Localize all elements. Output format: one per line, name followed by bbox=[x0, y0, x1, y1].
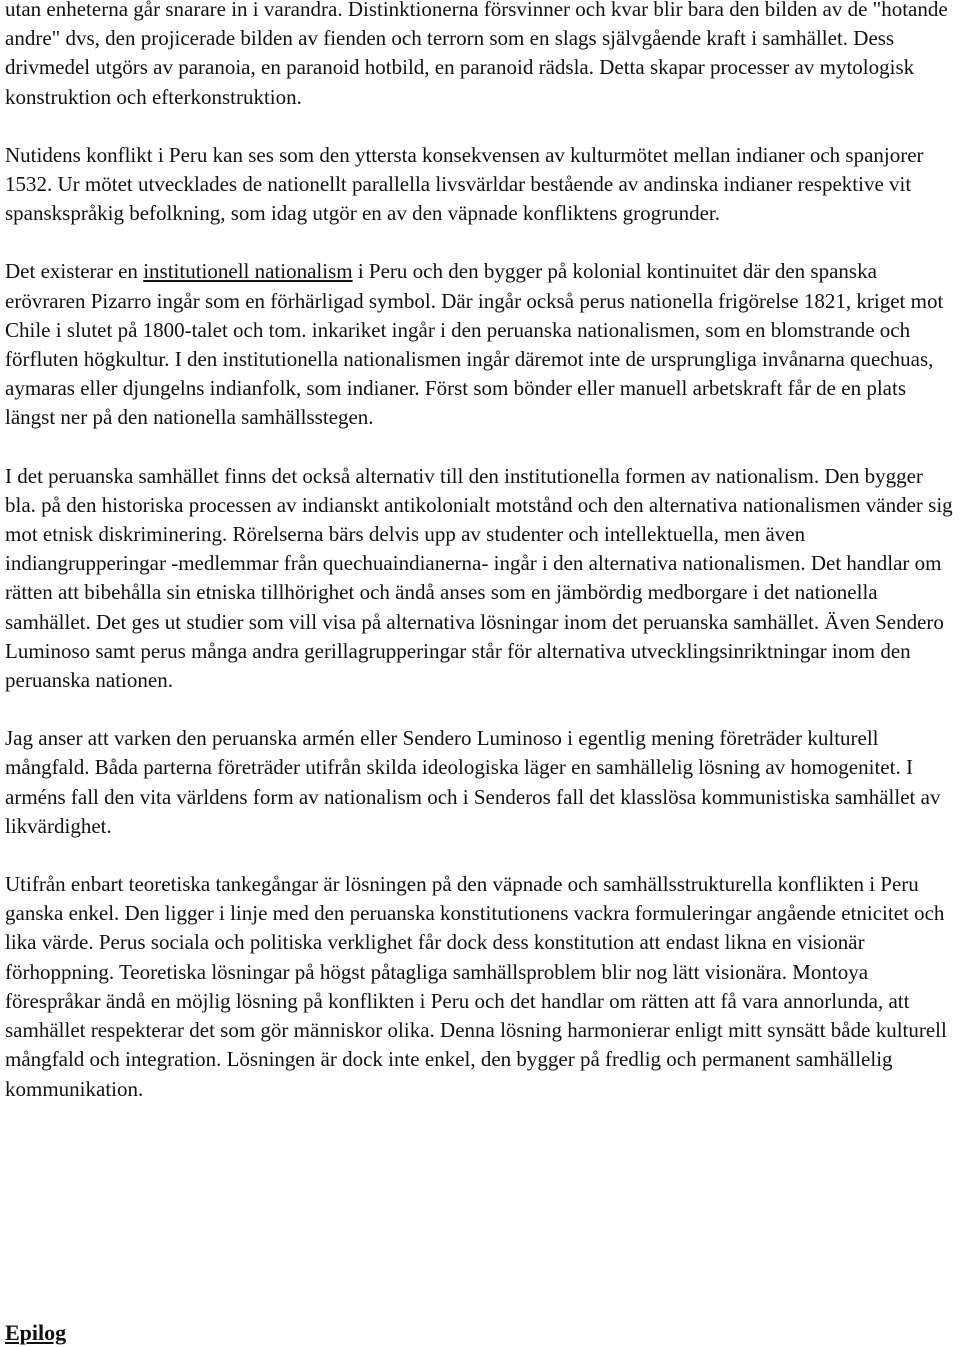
epilog-heading-link[interactable]: Epilog bbox=[5, 1320, 67, 1345]
paragraph-3-lead: Det existerar en bbox=[5, 259, 144, 284]
paragraph-1: utan enheterna går snarare in i varandra. Distinktionerna försvinner och kvar blir bara den bilden av de "hotande andre" dvs, den projicerade bilden av fienden och terrorn som en slags självgående kraft i samhället. Dess drivmedel utgörs av paranoia, en paranoid hotbild, en paranoid rädsla. Detta skapar processer av mytologisk konstruktion och efterkonstruktion. bbox=[5, 0, 948, 109]
paragraph-5: Jag anser att varken den peruanska armén eller Sendero Luminoso i egentlig mening företräder kulturell mångfald. Båda parterna företräder utifrån skilda ideologiska läger en samhällelig lösning av homogenitet. I arméns fall den vita världens form av nationalism och i Senderos fall det klasslösa kommunistiska samhället av likvärdighet. bbox=[5, 726, 941, 838]
paragraph-3 bbox=[5, 257, 957, 432]
paragraph-4: I det peruanska samhället finns det också alternativ till den institutionella formen av nationalism. Den bygger bla. på den historiska processen av indianskt antikolonialt motstånd och den alternativa nationalismen vänder sig mot etnisk diskriminering. Rörelserna bärs delvis upp av studenter och intellektuella, men även indiangrupperingar -medlemmar från quechuaindianerna- ingår i den alternativa nationalismen. Det handlar om rätten att bibehålla sin etniska tillhörighet och ändå anses som en jämbördig medborgare i det nationella samhället. Det ges ut studier som vill visa på alternativa lösningar inom det peruanska samhället. Även Sendero Luminoso samt perus många andra gerillagrupperingar står för alternativa utvecklingsinriktningar inom den peruanska nationen. bbox=[5, 463, 953, 693]
paragraph-3-rest: i Peru och den bygger på kolonial kontinuitet där den spanska erövraren Pizarro ingår som en förhärligad symbol. Där ingår också perus nationella frigörelse 1821, kriget mot Chile i slutet på 1800-talet och tom. inkariket ingår i den peruanska nationalismen, som en blomstrande och förfluten högkultur. I den institutionella nationalismen ingår däremot inte de ursprungliga invånarna quechuas, aymaras eller djungelns indianfolk, som indianer. Först som bönder eller manuell arbetskraft får de en plats längst ner på den nationella samhällsstegen. bbox=[5, 259, 944, 430]
institutionell-nationalism-link[interactable]: institutionell nationalism bbox=[143, 259, 353, 284]
paragraph-6: Utifrån enbart teoretiska tankegångar är lösningen på den väpnade och samhällsstrukturella konflikten i Peru ganska enkel. Den ligger i linje med den peruanska konstitutionens vackra formuleringar angående etnicitet och lika värde. Perus sociala och politiska verklighet får dock dess konstitution att endast likna en visionär förhoppning. Teoretiska lösningar på högst påtagliga samhällsproblem blir nog lätt visionära. Montoya förespråkar ändå en möjlig lösning på konflikten i Peru och det handlar om rätten att få vara annorlunda, att samhället respekterar det som gör människor olika. Denna lösning harmonierar enligt mitt synsätt både kulturell mångfald och integration. Lösningen är dock inte enkel, den bygger på fredlig och permanent samhällelig kommunikation. bbox=[5, 872, 947, 1101]
document-body bbox=[5, 0, 957, 1133]
paragraph-2: Nutidens konflikt i Peru kan ses som den yttersta konsekvensen av kulturmötet mellan indianer och spanjorer 1532. Ur mötet utvecklades de nationellt parallella livsvärldar bestående av andinska indianer respektive vit spanskspråkig befolkning, som idag utgör en av den väpnade konfliktens grogrunder. bbox=[5, 142, 924, 226]
